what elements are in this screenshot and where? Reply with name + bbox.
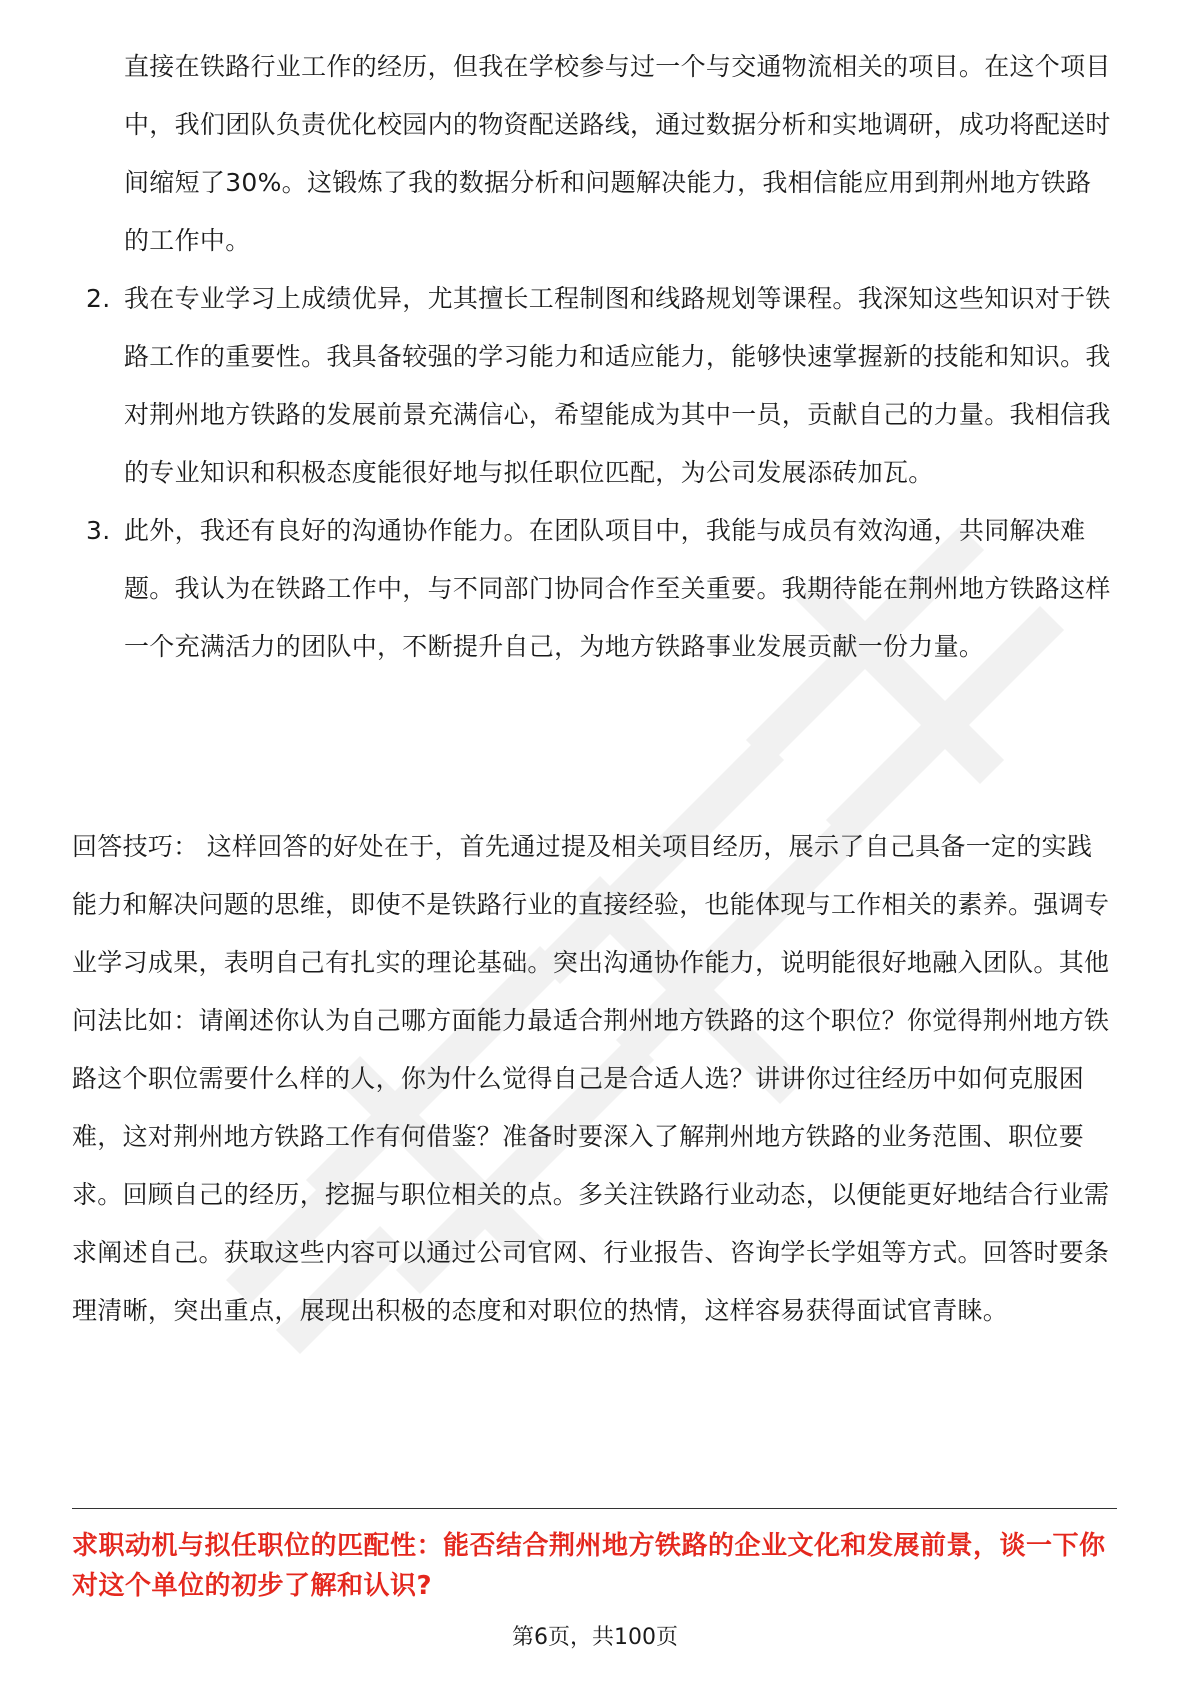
list-item-number: 3. <box>86 516 111 545</box>
answer-list <box>72 38 1112 676</box>
interview-question-heading: 求职动机与拟任职位的匹配性：能否结合荆州地方铁路的企业文化和发展前景，谈一下你对这个单位的初步了解和认识? <box>72 1531 1106 1601</box>
list-item-text: 我在专业学习上成绩优异，尤其擅长工程制图和线路规划等课程。我深知这些知识对于铁路工作的重要性。我具备较强的学习能力和适应能力，能够快速掌握新的技能和知识。我对荆州地方铁路的发展前景充满信心，希望能成为其中一员，贡献自己的力量。我相信我的专业知识和积极态度能很好地与拟任职位匹配，为公司发展添砖加瓦。 <box>124 284 1111 487</box>
list-item <box>72 270 1112 502</box>
page-number-footer: 第6页，共100页 <box>512 1625 678 1650</box>
list-item <box>72 38 1112 270</box>
list-item-text: 直接在铁路行业工作的经历，但我在学校参与过一个与交通物流相关的项目。在这个项目中，我们团队负责优化校园内的物资配送路线，通过数据分析和实地调研，成功将配送时间缩短了30%。这锻炼了我的数据分析和问题解决能力，我相信能应用到荆州地方铁路的工作中。 <box>124 52 1111 255</box>
answer-tips-paragraph: 回答技巧： 这样回答的好处在于，首先通过提及相关项目经历，展示了自己具备一定的实践能力和解决问题的思维，即使不是铁路行业的直接经验，也能体现与工作相关的素养。强调专业学习成果，表明自己有扎实的理论基础。突出沟通协作能力，说明能很好地融入团队。其他问法比如：请阐述你认为自己哪方面能力最适合荆州地方铁路的这个职位？你觉得荆州地方铁路这个职位需要什么样的人，你为什么觉得自己是合适人选？讲讲你过往经历中如何克服困难，这对荆州地方铁路工作有何借鉴？准备时要深入了解荆州地方铁路的业务范围、职位要求。回顾自己的经历，挖掘与职位相关的点。多关注铁路行业动态，以便能更好地结合行业需求阐述自己。获取这些内容可以通过公司官网、行业报告、咨询学长学姐等方式。回答时要条理清晰，突出重点，展现出积极的态度和对职位的热情，这样容易获得面试官青睐。 <box>72 832 1110 1325</box>
section-divider <box>72 1508 1117 1509</box>
list-item <box>72 502 1112 676</box>
list-item-text: 此外，我还有良好的沟通协作能力。在团队项目中，我能与成员有效沟通，共同解决难题。我认为在铁路工作中，与不同部门协同合作至关重要。我期待能在荆州地方铁路这样一个充满活力的团队中，不断提升自己，为地方铁路事业发展贡献一份力量。 <box>124 516 1111 661</box>
list-item-number: 2. <box>86 284 111 313</box>
